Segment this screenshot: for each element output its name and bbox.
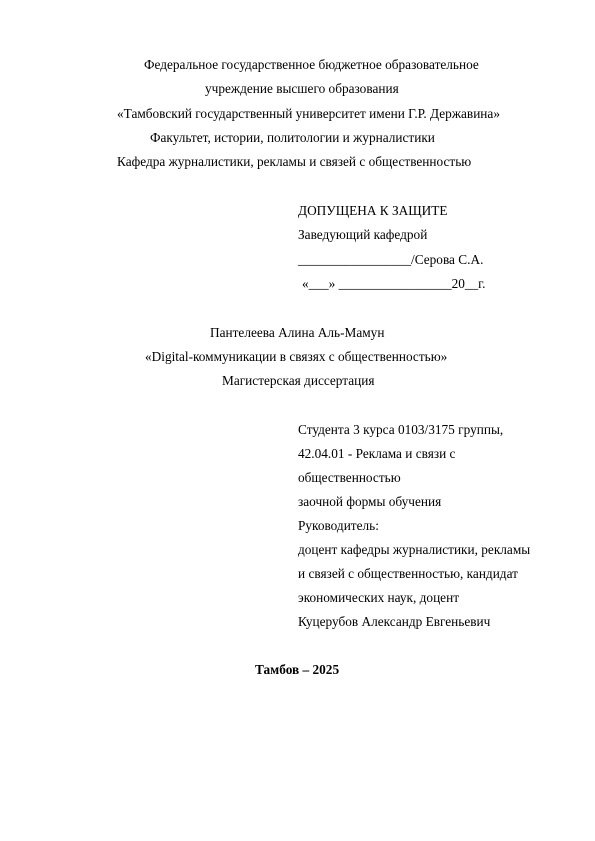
supervisor-name: Куцерубов Александр Евгеньевич — [298, 614, 491, 629]
approval-date: «___» _________________20__г. — [302, 276, 486, 291]
supervisor-line-2: и связей с общественностью, кандидат — [298, 566, 518, 581]
approval-position: Заведующий кафедрой — [298, 227, 428, 242]
approval-signature: _________________/Серова С.А. — [298, 252, 484, 267]
supervisor-line-3: экономических наук, доцент — [298, 590, 460, 605]
header-line-5: Кафедра журналистики, рекламы и связей с общественностью — [117, 154, 472, 169]
header-line-2: учреждение высшего образования — [205, 81, 399, 96]
student-line-3: общественностью — [298, 470, 401, 485]
header-line-1: Федеральное государственное бюджетное образовательное — [144, 57, 479, 72]
header-line-3: «Тамбовский государственный университет имени Г.Р. Державина» — [117, 106, 500, 121]
supervisor-label: Руководитель: — [298, 518, 379, 533]
student-line-2: 42.04.01 - Реклама и связи с — [298, 446, 456, 461]
work-title: «Digital-коммуникации в связях с общественностью» — [145, 349, 448, 364]
author-name: Пантелеева Алина Аль-Мамун — [210, 325, 385, 340]
student-line-4: заочной формы обучения — [298, 494, 442, 509]
supervisor-line-1: доцент кафедры журналистики, рекламы — [298, 542, 531, 557]
work-type: Магистерская диссертация — [222, 373, 375, 388]
header-line-4: Факультет, истории, политологии и журналистики — [150, 130, 435, 145]
approval-title: ДОПУЩЕНА К ЗАЩИТЕ — [298, 203, 448, 218]
city-year: Тамбов – 2025 — [255, 662, 340, 677]
student-line-1: Студента 3 курса 0103/3175 группы, — [298, 422, 504, 437]
